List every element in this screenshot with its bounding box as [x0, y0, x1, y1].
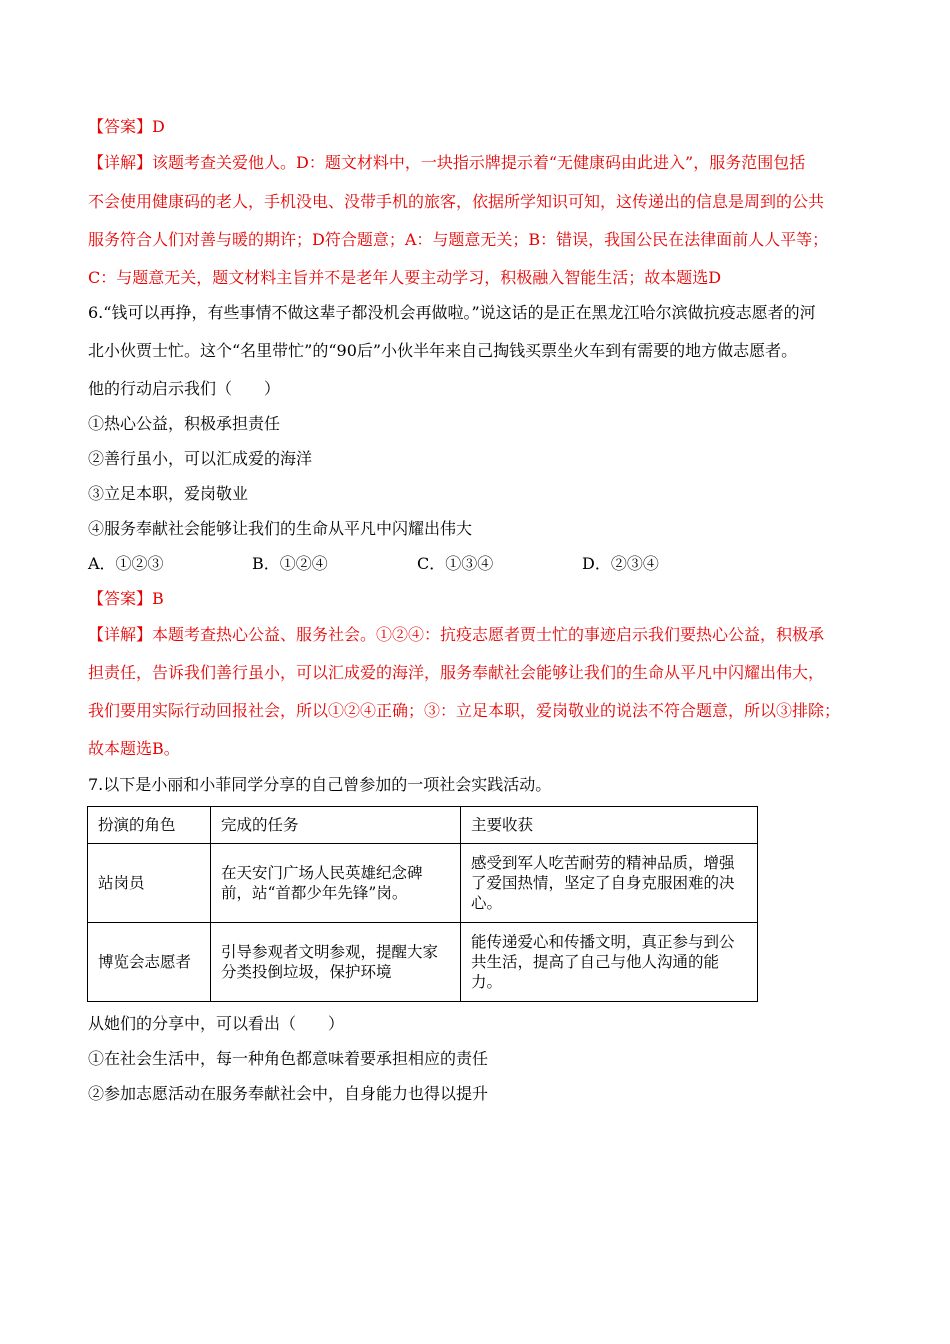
q7-activity-table: [87, 806, 758, 1002]
q5-detail-line-1: 【详解】该题考查关爱他人。D：题文材料中，一块指示牌提示着“无健康码由此进入”，服务范围包括: [88, 153, 806, 172]
q6-detail-line-4: 故本题选B。: [88, 739, 180, 758]
q5-answer: 【答案】D: [88, 117, 165, 136]
q7-question: 从她们的分享中，可以看出（ ）: [88, 1014, 345, 1033]
q6-detail-line-1: 【详解】本题考查热心公益、服务社会。①②④：抗疫志愿者贾士忙的事迹启示我们要热心公益，积极承: [88, 625, 825, 644]
table-header-gain: 主要收获: [461, 807, 758, 844]
q6-stem-line-3: 他的行动启示我们（ ）: [88, 379, 281, 398]
q5-detail-line-2: 不会使用健康码的老人，手机没电、没带手机的旅客，依据所学知识可知，这传递出的信息是周到的公共: [88, 192, 825, 211]
table-cell-role: 博览会志愿者: [88, 923, 211, 1002]
q6-detail-line-3: 我们要用实际行动回报社会，所以①②④正确；③：立足本职，爱岗敬业的说法不符合题意，所以③排除；: [88, 701, 841, 720]
q6-statement-3: ③立足本职，爱岗敬业: [88, 484, 249, 503]
table-cell-task: 引导参观者文明参观，提醒大家分类投倒垃圾，保护环境: [211, 923, 461, 1002]
table-header-row: [88, 807, 758, 844]
q6-option-b: B．①②④: [252, 554, 328, 573]
table-cell-gain: 能传递爱心和传播文明，真正参与到公共生活，提高了自己与他人沟通的能力。: [461, 923, 758, 1002]
q6-option-a: A．①②③: [88, 554, 164, 573]
q5-detail-line-3: 服务符合人们对善与暖的期许；D符合题意；A：与题意无关；B：错误，我国公民在法律面前人人平等；: [88, 230, 829, 249]
q7-statement-1: ①在社会生活中，每一种角色都意味着要承担相应的责任: [88, 1049, 489, 1068]
table-cell-gain: 感受到军人吃苦耐劳的精神品质，增强了爱国热情，坚定了自身克服困难的决心。: [461, 844, 758, 923]
q7-statement-2: ②参加志愿活动在服务奉献社会中，自身能力也得以提升: [88, 1084, 489, 1103]
q6-stem-line-2: 北小伙贾士忙。这个“名里带忙”的“90后”小伙半年来自己掏钱买票坐火车到有需要的地方做志愿者。: [88, 341, 798, 360]
q5-detail-line-4: C：与题意无关，题文材料主旨并不是老年人要主动学习，积极融入智能生活；故本题选D: [88, 268, 722, 287]
q6-option-c: C．①③④: [417, 554, 494, 573]
q6-statement-4: ④服务奉献社会能够让我们的生命从平凡中闪耀出伟大: [88, 519, 473, 538]
table-header-role: 扮演的角色: [88, 807, 211, 844]
q6-statement-1: ①热心公益，积极承担责任: [88, 414, 281, 433]
q6-answer: 【答案】B: [88, 589, 164, 608]
q6-option-d: D．②③④: [582, 554, 659, 573]
q6-stem-line-1: 6.“钱可以再挣，有些事情不做这辈子都没机会再做啦。”说这话的是正在黑龙江哈尔滨做抗疫志愿者的河: [88, 303, 816, 322]
q7-intro: 7.以下是小丽和小菲同学分享的自己曾参加的一项社会实践活动。: [88, 775, 552, 794]
table-row: [88, 844, 758, 923]
q6-statement-2: ②善行虽小，可以汇成爱的海洋: [88, 449, 313, 468]
q6-detail-line-2: 担责任，告诉我们善行虽小，可以汇成爱的海洋，服务奉献社会能够让我们的生命从平凡中闪耀出伟大，: [88, 663, 825, 682]
table-header-task: 完成的任务: [211, 807, 461, 844]
table-row: [88, 923, 758, 1002]
table-cell-task: 在天安门广场人民英雄纪念碑前，站“首都少年先锋”岗。: [211, 844, 461, 923]
table-cell-role: 站岗员: [88, 844, 211, 923]
